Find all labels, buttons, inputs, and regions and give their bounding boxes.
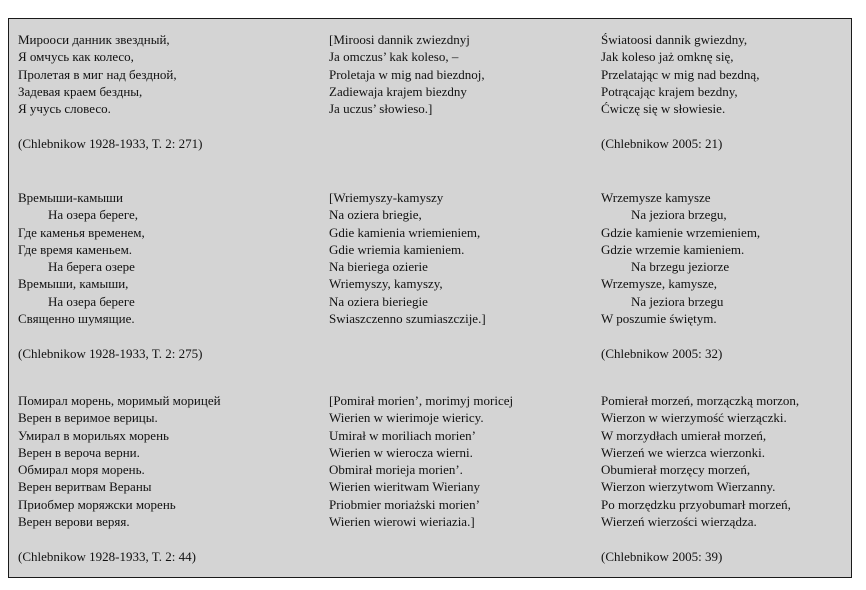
poem-line: Wierzon wierzytwom Wierzanny. bbox=[601, 479, 776, 495]
poem-line: Где время каменьем. bbox=[18, 241, 133, 257]
poem-line: Верен верови веряя. bbox=[18, 514, 130, 530]
poem-line: Proletaja w mig nad biezdnoj, bbox=[329, 66, 485, 82]
poem-line: W morzydłach umierał morzeń, bbox=[601, 427, 767, 443]
poem-line: W poszumie świętym. bbox=[601, 311, 717, 327]
poem-line: Wierien wieritwam Wieriany bbox=[329, 479, 481, 495]
poem-line: Ja omczus’ kak koleso, – bbox=[329, 49, 459, 65]
citation: (Chlebnikow 2005: 21) bbox=[601, 135, 723, 151]
poem-line: Wrzemysze kamysze bbox=[601, 190, 711, 205]
poem-line: Po morzędzku przyobumarł morzeń, bbox=[601, 496, 791, 512]
poem-line: Обмирал моря морень. bbox=[18, 462, 145, 478]
poem-line: Potrącając krajem bezdny, bbox=[601, 83, 738, 99]
poem-line: Na jeziora brzegu, bbox=[631, 207, 727, 223]
spacer bbox=[18, 327, 202, 344]
poem-line: Wierzon w wierzymość wierzączki. bbox=[601, 410, 787, 426]
citation: (Chlebnikow 1928-1933, T. 2: 271) bbox=[18, 135, 203, 151]
transliteration-block bbox=[329, 31, 485, 117]
poem-line: Na bieriega ozierie bbox=[329, 259, 428, 275]
poem-line: Gdzie wrzemie kamieniem. bbox=[601, 241, 745, 257]
poem-line: Пролетая в миг над бездной, bbox=[18, 66, 177, 82]
transliteration-block bbox=[329, 392, 513, 530]
polish-translation-block bbox=[601, 31, 759, 152]
spacer bbox=[601, 530, 799, 547]
poem-line: Умирал в морильях морень bbox=[18, 427, 169, 443]
poem-line: Приобмер моряжски морень bbox=[18, 496, 176, 512]
poem-line: На берега озере bbox=[48, 259, 135, 275]
citation: (Chlebnikow 1928-1933, T. 2: 44) bbox=[18, 548, 196, 564]
poem-line: Времыши-камыши bbox=[18, 190, 124, 205]
poem-line: Umirał w moriliach morien’ bbox=[329, 427, 476, 443]
polish-translation-block bbox=[601, 392, 799, 565]
spacer bbox=[601, 117, 759, 134]
poem-line: Światoosi dannik gwiezdny, bbox=[601, 32, 748, 47]
poem-line: [Miroosi dannik zwiezdnyj bbox=[329, 32, 470, 47]
russian-original-block bbox=[18, 31, 202, 152]
poem-line: Priobmier moriażski morien’ bbox=[329, 496, 480, 512]
citation: (Chlebnikow 2005: 39) bbox=[601, 548, 723, 564]
spacer bbox=[601, 327, 760, 344]
poem-line: Wierien w wierocza wierni. bbox=[329, 444, 473, 460]
poem-comparison-table bbox=[8, 18, 852, 578]
citation: (Chlebnikow 1928-1933, T. 2: 275) bbox=[18, 345, 203, 361]
poem-line: Gdzie kamienie wrzemieniem, bbox=[601, 224, 761, 240]
poem-line: Wierzeń wierzości wierządza. bbox=[601, 514, 757, 530]
poem-line: Я учусь словесо. bbox=[18, 101, 111, 117]
poem-line: Wrzemysze, kamysze, bbox=[601, 276, 718, 292]
poem-line: Zadiewaja krajem biezdny bbox=[329, 83, 467, 99]
spacer bbox=[18, 117, 202, 134]
poem-line: Верен веритвам Вераны bbox=[18, 479, 152, 495]
poem-line: Obumierał morzęcy morzeń, bbox=[601, 462, 751, 478]
poem-line: Na jeziora brzegu bbox=[631, 293, 724, 309]
poem-line: Священно шумящие. bbox=[18, 311, 135, 327]
poem-line: Wierzeń we wierzca wierzonki. bbox=[601, 444, 766, 460]
poem-line: Верен в вероча верни. bbox=[18, 444, 140, 460]
poem-line: Gdie wriemia kamieniem. bbox=[329, 241, 465, 257]
poem-line: На озера береге bbox=[48, 293, 135, 309]
poem-line: Времыши, камыши, bbox=[18, 276, 129, 292]
transliteration-block bbox=[329, 189, 486, 327]
poem-line: Na oziera bieriegie bbox=[329, 293, 428, 309]
poem-line: На озера береге, bbox=[48, 207, 138, 223]
polish-translation-block bbox=[601, 189, 760, 362]
poem-line: Przelatając w mig nad bezdną, bbox=[601, 66, 760, 82]
citation: (Chlebnikow 2005: 32) bbox=[601, 345, 723, 361]
poem-line: Помирал морень, моримый морицей bbox=[18, 393, 221, 408]
poem-line: Ja uczus’ słowieso.] bbox=[329, 101, 433, 117]
poem-line: Na brzegu jeziorze bbox=[631, 259, 730, 275]
poem-line: Swiaszczenno szumiaszczije.] bbox=[329, 311, 486, 327]
russian-original-block bbox=[18, 392, 221, 565]
poem-line: Wriemyszy, kamyszy, bbox=[329, 276, 443, 292]
poem-line: Мирооси данник звездный, bbox=[18, 32, 170, 47]
poem-line: Gdie kamienia wriemieniem, bbox=[329, 224, 481, 240]
poem-line: Я омчусь как колесо, bbox=[18, 49, 134, 65]
poem-line: Jak koleso jaż omknę się, bbox=[601, 49, 734, 65]
poem-line: Верен в веримое верицы. bbox=[18, 410, 158, 426]
poem-line: Pomierał morzeń, morzączką morzon, bbox=[601, 393, 800, 408]
poem-line: Wierien w wierimoje wiericy. bbox=[329, 410, 484, 426]
poem-line: Где каменья временем, bbox=[18, 224, 145, 240]
russian-original-block bbox=[18, 189, 202, 362]
poem-line: [Wriemyszy-kamyszy bbox=[329, 190, 444, 205]
spacer bbox=[18, 530, 221, 547]
poem-line: Задевая краем бездны, bbox=[18, 83, 143, 99]
poem-line: [Pomirał morien’, morimyj moricej bbox=[329, 393, 514, 408]
poem-line: Ćwiczę się w słowiesie. bbox=[601, 101, 726, 117]
poem-line: Obmirał morieja morien’. bbox=[329, 462, 463, 478]
poem-line: Wierien wierowi wieriazia.] bbox=[329, 514, 475, 530]
poem-line: Na oziera briegie, bbox=[329, 207, 422, 223]
